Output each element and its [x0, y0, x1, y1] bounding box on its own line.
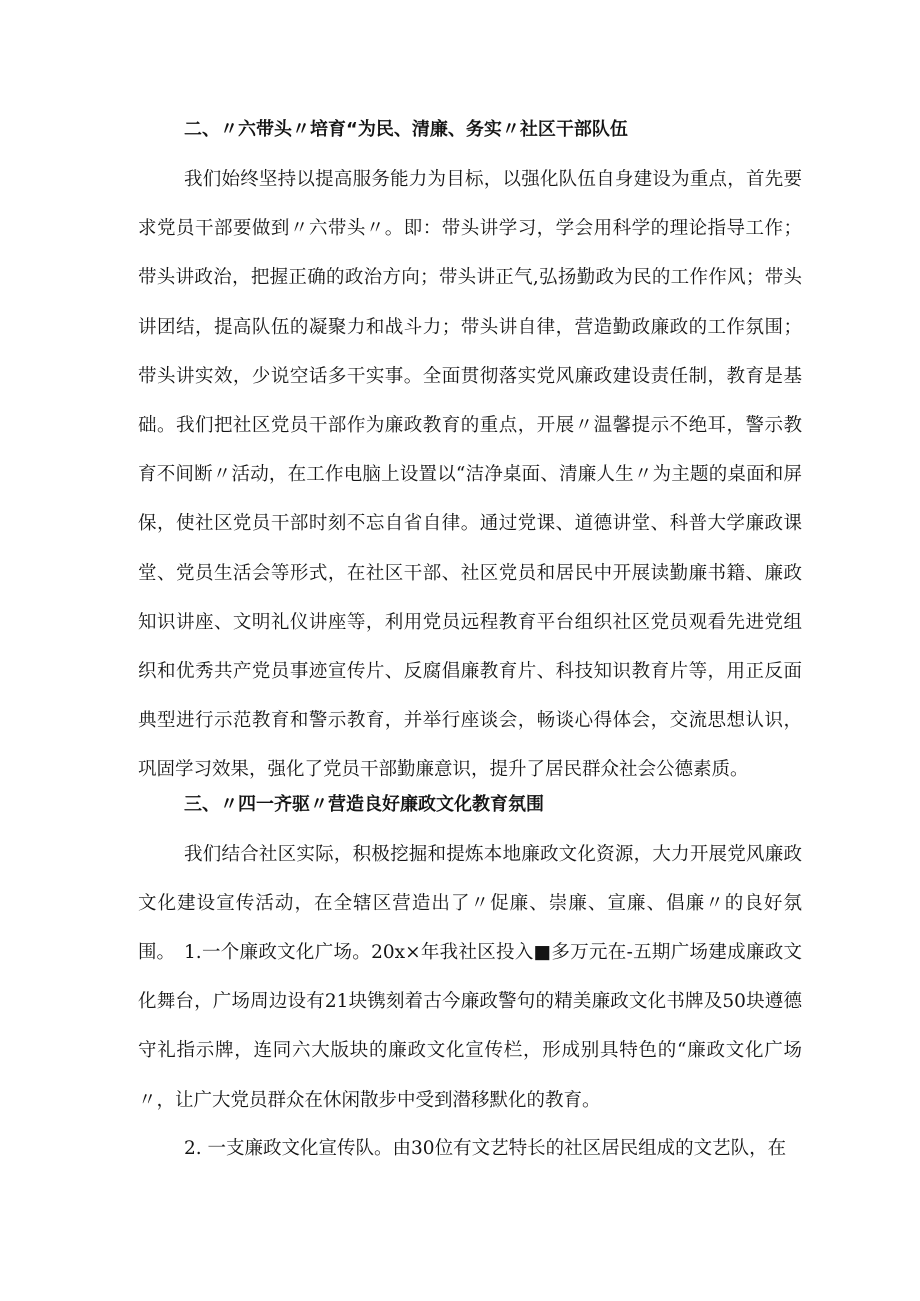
- section-heading-2: 二、〃六带头〃培育“为民、清廉、务实〃社区干部队伍: [184, 119, 628, 140]
- list-item: 1.一个廉政文化广场。20x×年我社区投入■多万元在-五期广场建成廉政文化舞台，广场周边设有21块镌刻着古今廉政警句的精美廉政文化书牌及50块遵德守礼指示牌，连同六大版块的廉政文化宣传栏，形成别具特色的“廉政文化广场〃，让广大党员群众在休闲散步中受到潜移默化的教育。: [138, 942, 802, 1111]
- list-item: 2. 一支廉政文化宣传队。由30位有文艺特长的社区居民组成的文艺队，在: [184, 1138, 787, 1159]
- section-heading-3: 三、〃四一齐驱〃营造良好廉政文化教育氛围: [184, 794, 544, 815]
- body-paragraph: 我们始终坚持以提高服务能力为目标，以强化队伍自身建设为重点，首先要求党员干部要做到〃六带头〃。即：带头讲学习，学会用科学的理论指导工作；带头讲政治，把握正确的政治方向；带头讲正气,弘扬勤政为民的工作作风；带头讲团结，提高队伍的凝聚力和战斗力；带头讲自律，营造勤政廉政的工作氛围；带头讲实效，少说空话多干实事。全面贯彻落实党风廉政建设责任制，教育是基础。我们把社区党员干部作为廉政教育的重点，开展〃温馨提示不绝耳，警示教育不间断〃活动，在工作电脑上设置以“洁净桌面、清廉人生〃为主题的桌面和屏保，使社区党员干部时刻不忘自省自律。通过党课、道德讲堂、科普大学廉政课堂、党员生活会等形式，在社区干部、社区党员和居民中开展读勤廉书籍、廉政知识讲座、文明礼仪讲座等，利用党员远程教育平台组织社区党员观看先进党组织和优秀共产党员事迹宣传片、反腐倡廉教育片、科技知识教育片等，用正反面典型进行示范教育和警示教育，并举行座谈会，畅谈心得体会，交流思想认识，巩固学习效果，强化了党员干部勤廉意识，提升了居民群众社会公德素质。: [138, 169, 802, 781]
- body-paragraph: 我们结合社区实际，积极挖掘和提炼本地廉政文化资源，大力开展党风廉政文化建设宣传活动，在全辖区营造出了〃促廉、崇廉、宣廉、倡廉〃的良好氛围。: [138, 844, 802, 964]
